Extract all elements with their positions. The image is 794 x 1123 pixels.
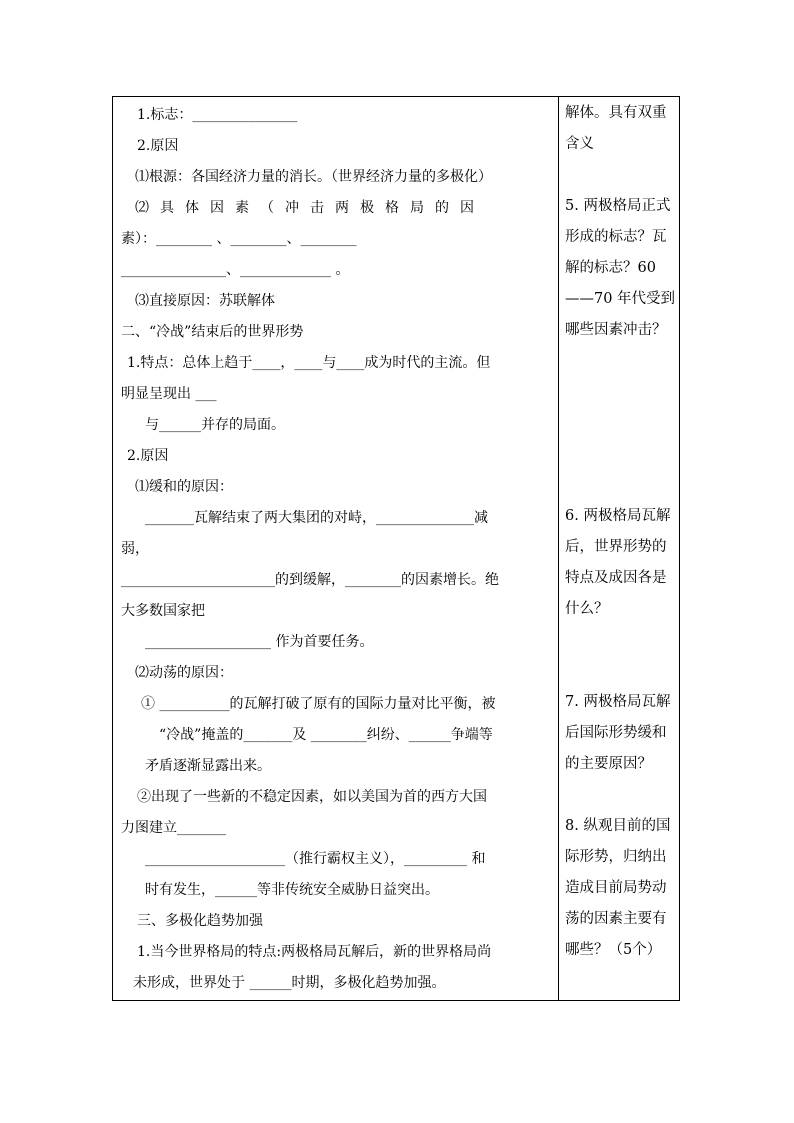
side-question: 6. 两极格局瓦解后，世界形势的特点及成因各是什么？ — [565, 508, 671, 617]
text-line: __________________ 作为首要任务。 — [145, 634, 374, 650]
side-question: 8. 纵观目前的国际形势，归纳出造成目前局势动荡的因素主要有哪些？（5个） — [565, 818, 671, 958]
side-note: 解体。具有双重含义 — [565, 105, 667, 152]
text-line: ⑵动荡的原因： — [135, 665, 233, 681]
text-line: 1.特点：总体上趋于____，____与____成为时代的主流。但 — [127, 355, 491, 371]
text-line: ⑴根源：各国经济力量的消长。（世界经济力量的多极化） — [135, 169, 492, 185]
text-line: 矛盾逐渐显露出来。 — [145, 758, 271, 774]
text-line: ______________________的到缓解，________的因素增长。绝 — [121, 572, 499, 588]
text-line: 明显呈现出 ___ — [121, 386, 217, 402]
section-heading: 二、“冷战”结束后的世界形势 — [121, 324, 304, 340]
text-line: ②出现了一些新的不稳定因素，如以美国为首的西方大国 — [137, 789, 487, 805]
text-line: “冷战”掩盖的_______及 ________纠纷、______争端等 — [159, 727, 493, 743]
text-line: 弱， — [121, 541, 149, 557]
text-line: _______瓦解结束了两大集团的对峙，______________减 — [145, 510, 488, 526]
text-line: 1.当今世界格局的特点:两极格局瓦解后，新的世界格局尚 — [137, 944, 492, 960]
worksheet-table — [112, 96, 680, 1001]
text-line: ⑵具体因素（冲击两极格局的因 — [135, 200, 485, 216]
section-heading: 三、多极化趋势加强 — [137, 913, 263, 929]
text-line: 素）：________ 、________、________ — [121, 231, 357, 247]
text-line: _______________、_____________ 。 — [121, 262, 350, 278]
text-line: 时有发生，______等非传统安全威胁日益突出。 — [145, 882, 439, 898]
text-line: ① __________的瓦解打破了原有的国际力量对比平衡，被 — [141, 696, 496, 712]
text-line: 2.原因 — [127, 448, 169, 464]
column-divider — [558, 97, 559, 1000]
text-line: 力图建立_______ — [121, 820, 226, 836]
text-line: ⑶直接原因：苏联解体 — [135, 293, 275, 309]
text-line: ⑴缓和的原因： — [135, 479, 233, 495]
text-line: 1.标志：_______________ — [137, 107, 298, 123]
text-line: ____________________（推行霸权主义），_________ 和 — [145, 851, 486, 867]
text-line: 大多数国家把 — [121, 603, 205, 619]
text-line: 未形成，世界处于 ______时期，多极化趋势加强。 — [133, 975, 446, 991]
side-question: 5. 两极格局正式形成的标志？瓦解的标志？60——70 年代受到哪些因素冲击？ — [565, 198, 676, 338]
text-line: 与______并存的局面。 — [145, 417, 285, 433]
side-question: 7. 两极格局瓦解后国际形势缓和的主要原因？ — [565, 694, 671, 772]
text-line: 2.原因 — [137, 138, 179, 154]
